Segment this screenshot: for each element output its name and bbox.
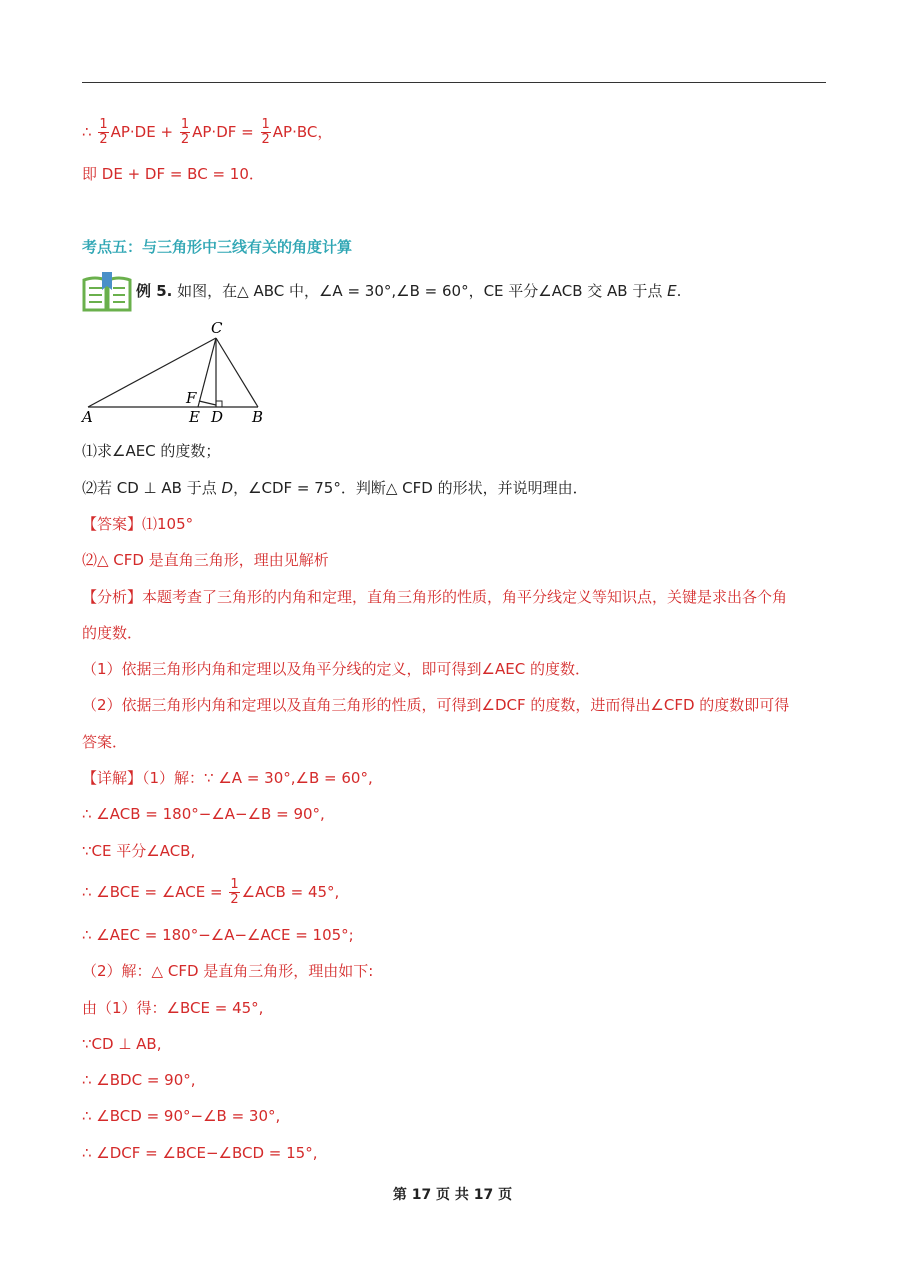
detail-line-3: ∵CE 平分∠ACB, (82, 842, 196, 860)
analysis-line-1: 【分析】本题考查了三角形的内角和定理，直角三角形的性质，角平分线定义等知识点，关键是求出各个角 (82, 588, 788, 606)
analysis-line-5: 答案． (82, 733, 128, 751)
fraction-half-4: $\frac{1}{2}$ (230, 877, 239, 907)
detail-line-8: ∵CD ⊥ AB, (82, 1035, 162, 1053)
label-d: D (211, 408, 224, 426)
example-statement: 例 5. 如图，在△ ABC 中，∠A = 30°,∠B = 60°，CE 平分∠ACB 交 AB 于点 E. (136, 282, 682, 300)
side-bc (216, 338, 258, 407)
proof-line-1: ∴ $\frac{1}{2}$ AP·DE + $\frac{1}{2}$ AP·DF = $\frac{1}{2}$ AP·BC， (82, 117, 333, 147)
detail-line-5: ∴ ∠AEC = 180°−∠A−∠ACE = 105°; (82, 926, 354, 944)
label-c: C (211, 319, 223, 337)
detail-line-7: 由（1）得：∠BCE = 45°, (82, 999, 264, 1017)
question-1: ⑴求∠AEC 的度数； (82, 442, 221, 460)
section-heading: 考点五：与三角形中三线有关的角度计算 (82, 238, 353, 256)
segment-ce (198, 338, 216, 407)
page-footer: 第 17 页 共 17 页 (392, 1187, 513, 1203)
fraction-half-1: $\frac{1}{2}$ (99, 117, 108, 147)
label-b: B (252, 408, 264, 426)
label-a: A (82, 408, 93, 426)
fraction-half-2: $\frac{1}{2}$ (180, 117, 190, 147)
side-ac (88, 338, 216, 407)
analysis-line-4: （2）依据三角形内角和定理以及直角三角形的性质，可得到∠DCF 的度数，进而得出∠CFD 的度数即可得 (82, 696, 790, 714)
label-f: F (186, 389, 197, 407)
analysis-line-3: （1）依据三角形内角和定理以及角平分线的定义，即可得到∠AEC 的度数． (82, 660, 590, 678)
detail-line-11: ∴ ∠DCF = ∠BCE−∠BCD = 15°, (82, 1144, 318, 1162)
book-icon (82, 270, 132, 312)
detail-line-9: ∴ ∠BDC = 90°, (82, 1071, 196, 1089)
analysis-line-2: 的度数． (82, 624, 143, 642)
segment-fd (199, 401, 216, 405)
detail-line-6: （2）解：△ CFD 是直角三角形，理由如下: (82, 962, 374, 980)
triangle-figure (78, 318, 278, 428)
header-rule (82, 82, 826, 83)
detail-line-4: ∴ ∠BCE = ∠ACE = $\frac{1}{2}$ ∠ACB = 45°, (82, 877, 340, 907)
answer-line-2: ⑵△ CFD 是直角三角形，理由见解析 (82, 551, 329, 569)
detail-line-2: ∴ ∠ACB = 180°−∠A−∠B = 90°, (82, 805, 325, 823)
fraction-half-3: $\frac{1}{2}$ (261, 117, 270, 147)
label-e: E (189, 408, 200, 426)
detail-line-1: 【详解】（1）解：∵ ∠A = 30°,∠B = 60°, (82, 769, 373, 787)
question-2: ⑵若 CD ⊥ AB 于点 D，∠CDF = 75°．判断△ CFD 的形状，并说明理由． (82, 479, 588, 497)
answer-line-1: 【答案】⑴105° (82, 515, 194, 533)
right-angle-mark (216, 401, 222, 407)
proof-line-2: 即 DE + DF = BC = 10． (82, 165, 264, 183)
detail-line-10: ∴ ∠BCD = 90°−∠B = 30°, (82, 1107, 281, 1125)
